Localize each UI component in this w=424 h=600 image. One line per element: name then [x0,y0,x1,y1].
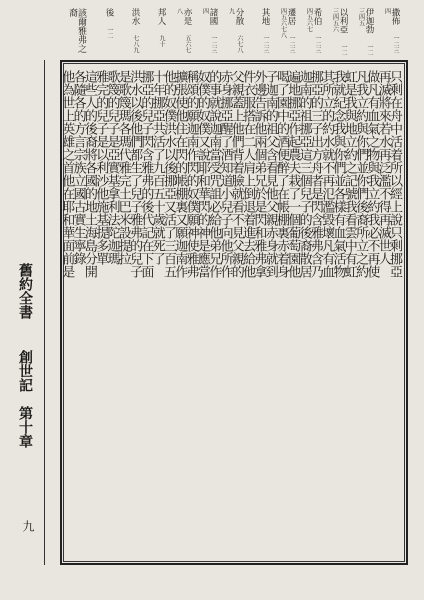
glossary-note-verses: 一二三四 [201,8,217,53]
glossary-note-text: 洪水 [130,8,140,25]
page-number: 九 [21,520,35,532]
margin-divider [44,60,45,565]
glossary-note-text: 以利亞 [338,8,348,34]
glossary-note-verses: 九十 [158,35,165,47]
text-column: 虹是我與地立約之記號我看雲中有虹 [341,70,357,278]
text-column: 做凡有血氣之物與我立約我必不再使 [364,70,380,278]
glossary-note-verses: 一二三四 [383,8,399,53]
glossary-note [157,8,166,47]
text-column: 稱頌的願迦南作閃的奴僕願神使雅弗 [183,70,199,278]
text-column: 挪亞的兒子閃含雅弗的後代記在下面 [138,70,154,278]
glossary-note [261,8,270,53]
glossary-note-text: 其地 [260,8,270,25]
glossary-note-text: 伊迦勃 [364,8,374,34]
text-column: 擴張使他住在閃的帳棚裏又願迦南作 [172,70,188,278]
text-column: 父親蓋上他們背着臉就看不見父親的 [228,70,244,278]
glossary-note-verses: 五六七八 [175,8,191,53]
book-title: 舊約全書 [17,263,33,319]
text-column: 其所立的約水就不再氾濫毀壞凡有血 [319,70,335,278]
glossary-note-text: 撒佈 [390,8,400,25]
glossary-note [330,8,347,58]
glossary-header-line: 該爾 [76,8,86,26]
text-column: 他的奴僕洪水以後挪亞又活了三百五 [161,70,176,278]
text-column: 喝了園中的酒便醉了在帳棚裏赤着身 [274,70,289,278]
glossary-note-text: 希伯 [312,8,322,25]
text-column: 他為世上英雄之首他在耶和華面前是 [59,70,75,278]
text-column: 的事就說迦南當受咒詛必給他弟兄作 [206,70,222,278]
text-column: 件衣服搭在二人肩上倒退着進去給他 [240,70,256,278]
text-column: 各隨各的方言宗族立國古實生寧錄 [70,70,86,265]
glossary-note [131,8,140,53]
section-title: 創世記 [17,350,33,392]
glossary-note [174,8,191,58]
glossary-header-line: 雅弗 [76,26,86,44]
glossary-note [226,8,243,58]
glossary-note [382,8,399,58]
glossary-header-line: 之裔 [67,8,86,53]
glossary-note-text: 諸國 [208,8,218,25]
glossary-note-text: 遷居 [286,8,296,25]
text-column: 洪水以後他們都生了兒子雅弗的兒子 [127,70,143,278]
text-column: 凡我立約與你們並你們後裔所立之約 [353,70,369,278]
glossary-band [63,6,405,58]
text-column: 挪亞的三子出方舟者是閃含雅弗含乃 [307,70,323,278]
text-column: 外邊告訴他兩個弟兄於是閃和雅弗拿 [251,70,267,278]
text-column: 赤身挪亞醒了酒知道小兒子向他所作 [217,70,233,278]
text-column: 這些人的後裔將各國的地土海島分開 [81,70,97,278]
text-column: 只剩在舟中活着所以經上說只剩挪亞 [387,70,402,278]
glossary-note-verses: 一二三四五六 [331,8,347,56]
glossary-note-verses: 一二三 [262,35,269,53]
glossary-note-verses: 六七八九 [227,8,243,53]
glossary-note-verses: 一二三四五六七 [305,8,321,53]
glossary-note-text: 後 [104,8,114,17]
glossary-note-verses: 一二 [106,26,113,39]
glossary-note [200,8,217,58]
glossary-note-text: 亦是 [182,8,192,25]
text-column: 我就紀念我與你們並各樣有血氣活物 [330,70,346,278]
chapter-label [18,350,32,448]
text-column: 子迦南的祖父含看見他父親赤身就到 [262,70,278,278]
glossary-note-verses: 一二三四五 [357,8,373,56]
text-column: 是歌篾瑪各瑪代雅完土巴米設提拉 [115,70,131,265]
glossary-note-text: 分散 [234,8,244,25]
glossary-note-verses: 七八九 [132,35,139,53]
text-column: 十年挪亞共活了九百五十歲就死了 [149,70,165,265]
text-column: 遍地挪亞作起農夫栽了一個葡萄園他 [285,70,301,278]
glossary-note [105,8,114,39]
glossary-note [356,8,373,58]
glossary-note-text: 邦人 [156,8,166,25]
text-column: 再滅將來若水再泛濫不得再滅世人 [375,70,391,265]
glossary-note-verses: 一二三四五六七八 [279,8,295,53]
chapter-number: 第十章 [17,406,33,448]
glossary-note [304,8,321,58]
glossary-header [67,8,85,58]
text-column: 奴僕的奴僕又說耶和華閃的神是應當 [194,70,210,278]
text-column: 迦南的祖挪亞這三個兒子的後裔散居 [296,70,312,278]
text-column: 歌篾的兒子是亞實基拿利法陀迦瑪 [104,70,120,265]
glossary-note [278,8,295,58]
text-column: 雅完的兒子是以利沙他施基提多單 [93,70,109,265]
